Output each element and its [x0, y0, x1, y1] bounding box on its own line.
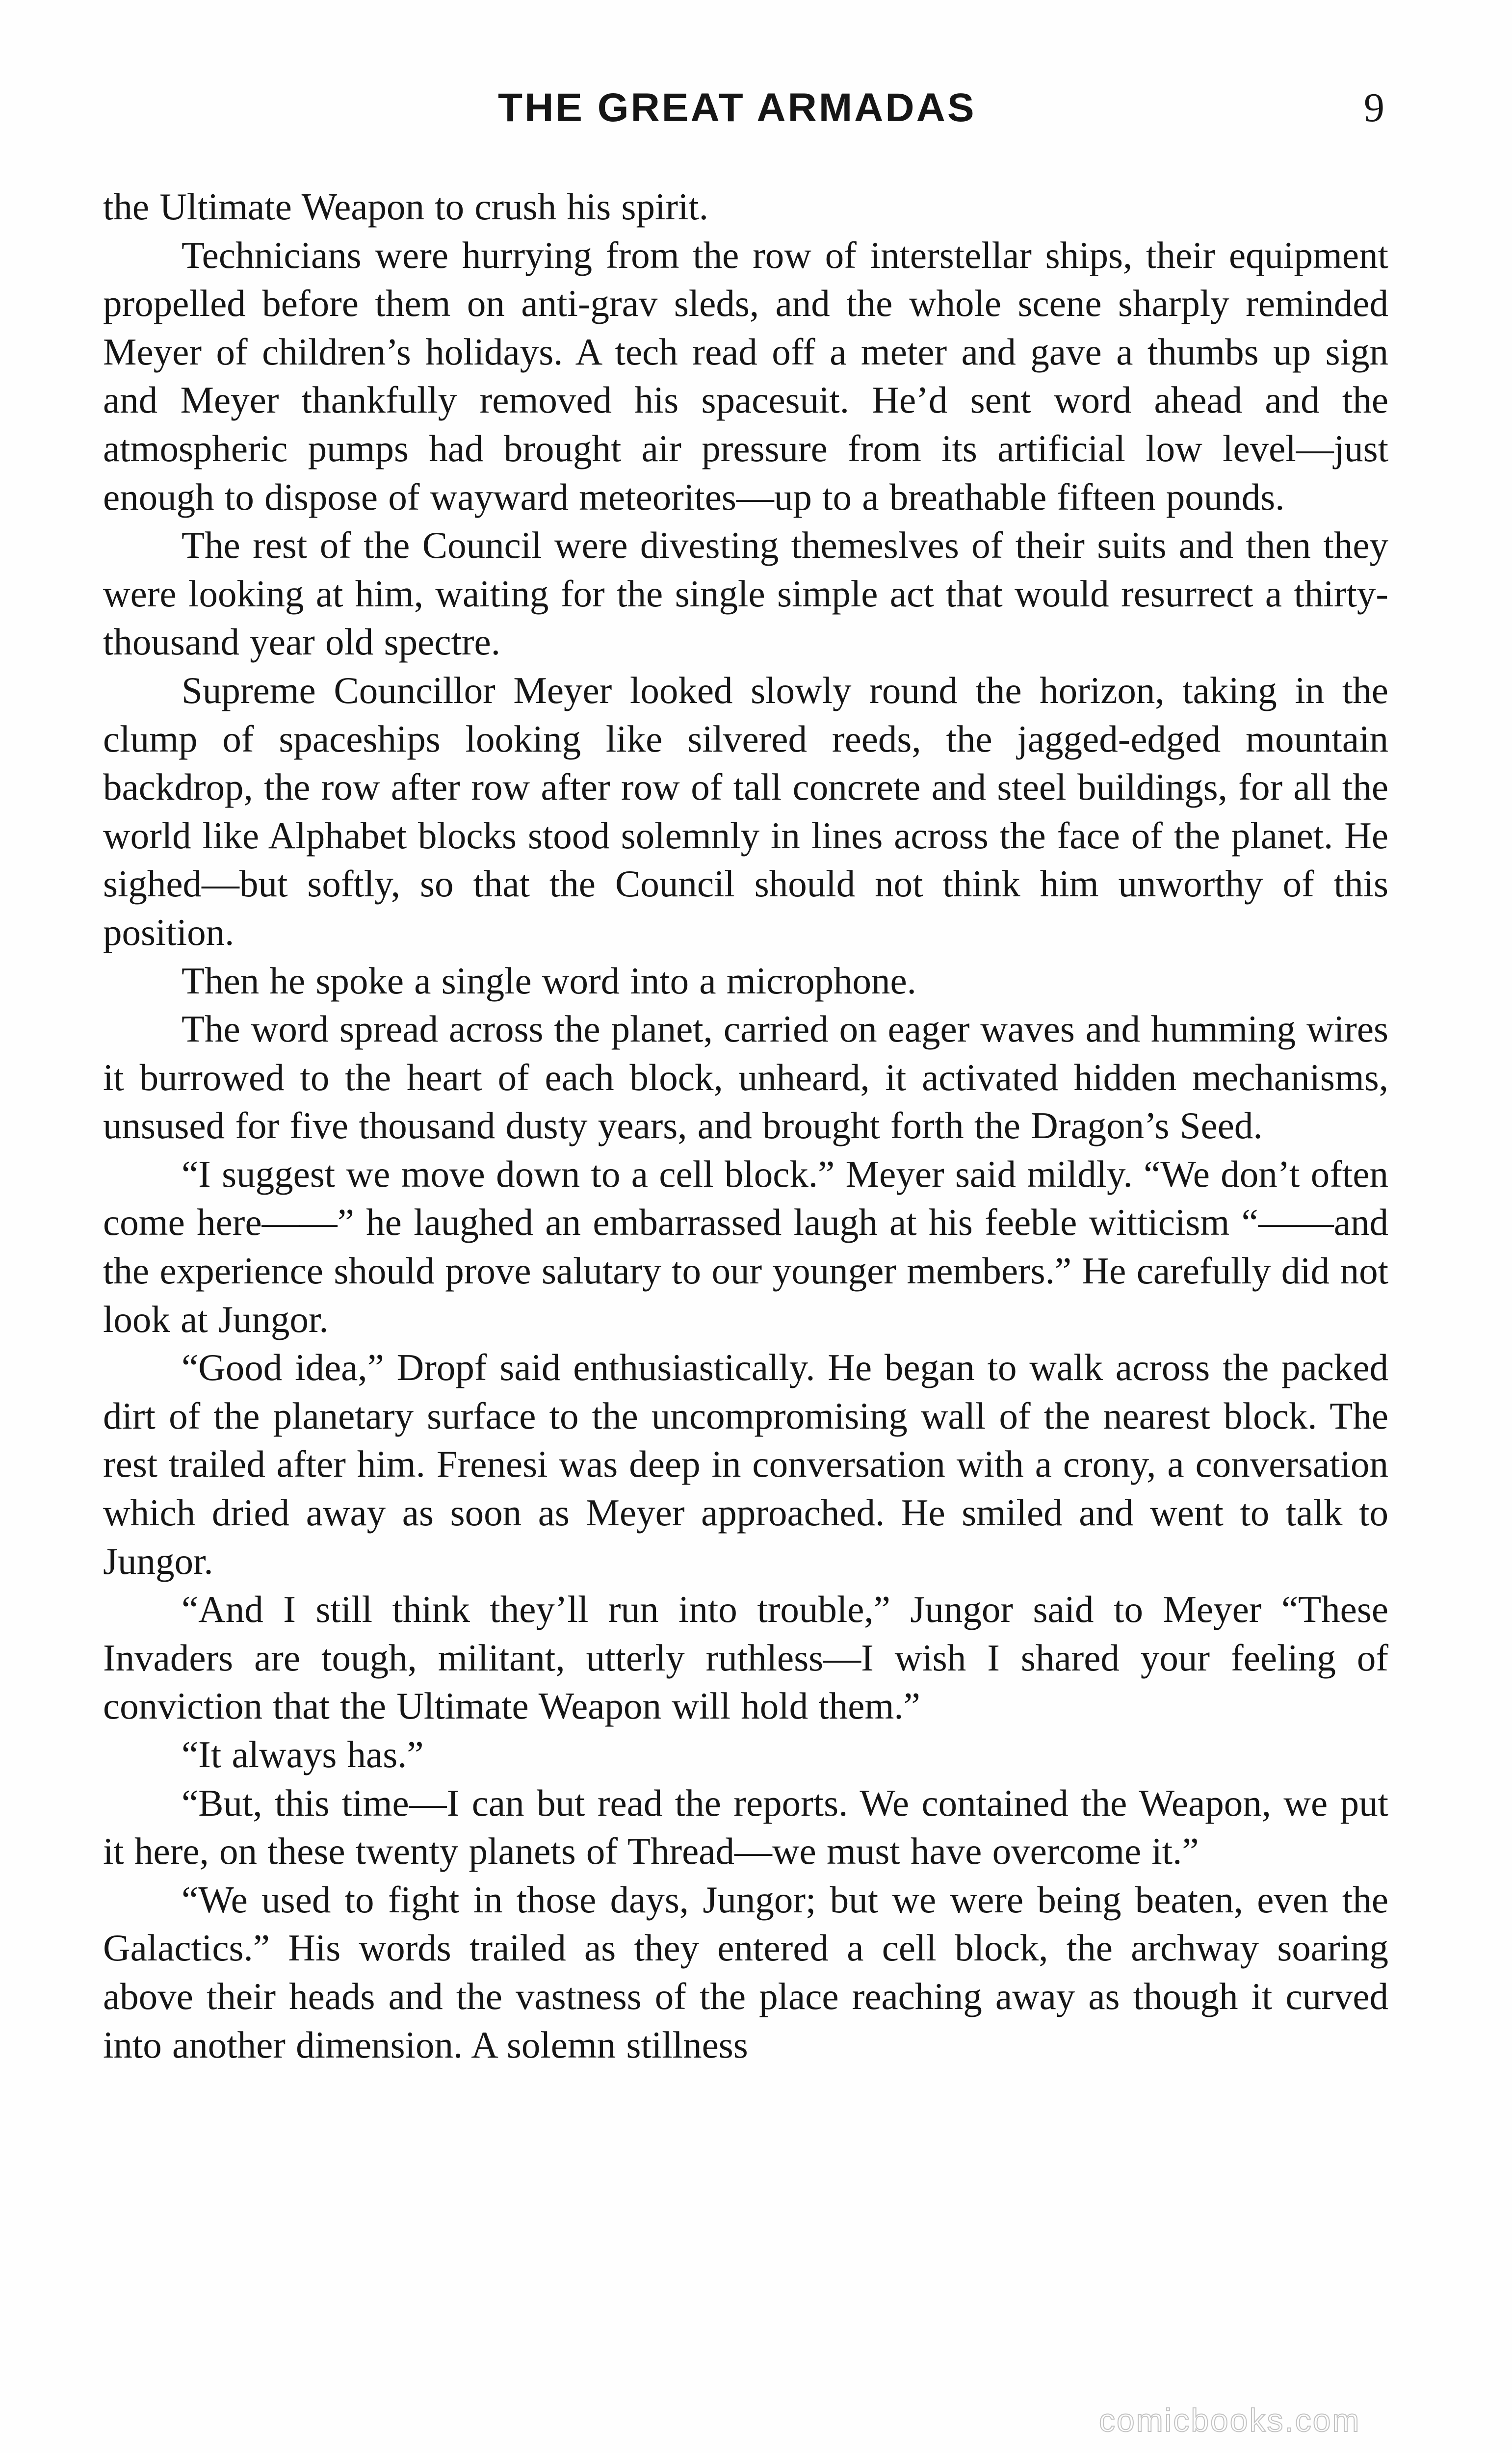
body-text — [103, 183, 1388, 2069]
paragraph-1: the Ultimate Weapon to crush his spirit. — [103, 185, 709, 228]
paragraph-8: “Good idea,” Dropf said enthusiastically. He began to walk across the packed dirt of the planetary surface to the uncompromising wall of the nearest block. The rest trailed after him. Frenesi was deep in conversation with a crony, a conversation which dried away as soon as Meyer approached. He smiled and went to talk to Jungor. — [103, 1346, 1388, 1582]
paragraph-6: The word spread across the planet, carried on eager waves and humming wires it burrowed to the heart of each block, unheard, it activated hidden mechanisms, unsused for five thousand dusty years, and brought forth the Dragon’s Seed. — [103, 1008, 1388, 1147]
paragraph-2: Technicians were hurrying from the row of interstellar ships, their equipment propelled before them on anti-grav sleds, and the whole scene sharply reminded Meyer of children’s holidays. A tech read off a meter and gave a thumbs up sign and Meyer thankfully removed his spacesuit. He’d sent word ahead and the atmospheric pumps had brought air pressure from its artificial low level—just enough to dispose of wayward meteorites—up to a breathable fifteen pounds. — [103, 234, 1388, 518]
paragraph-7: “I suggest we move down to a cell block.” Meyer said mildly. “We don’t often come here——” he laughed an embarrassed laugh at his feeble witticism “——and the experience should prove salutary to our younger members.” He carefully did not look at Jungor. — [103, 1152, 1388, 1340]
paragraph-4: Supreme Councillor Meyer looked slowly round the horizon, taking in the clump of spaceships looking like silvered reeds, the jagged-edged mountain backdrop, the row after row after row of tall concrete and steel buildings, for all the world like Alphabet blocks stood solemnly in lines across the face of the planet. He sighed—but softly, so that the Council should not think him unworthy of this position. — [103, 669, 1388, 953]
paragraph-5: Then he spoke a single word into a microphone. — [182, 959, 916, 1002]
paragraph-11: “But, this time—I can but read the reports. We contained the Weapon, we put it here, on these twenty planets of Thread—we must have overcome it.” — [103, 1781, 1388, 1873]
paragraph-10: “It always has.” — [182, 1733, 424, 1775]
paragraph-3: The rest of the Council were divesting themeslves of their suits and then they were looking at him, waiting for the single simple act that would resurrect a thirty-thousand year old spectre. — [103, 524, 1388, 663]
page-header-title: THE GREAT ARMADAS — [498, 85, 976, 130]
running-head — [0, 83, 1512, 142]
paragraph-9: “And I still think they’ll run into trouble,” Jungor said to Meyer “These Invaders are tough, militant, utterly ruthless—I wish I shared your feeling of conviction that the Ultimate Weapon will hold them.” — [103, 1588, 1388, 1727]
site-watermark: comicbooks.com — [1099, 2402, 1361, 2438]
paragraph-12: “We used to fight in those days, Jungor; but we were being beaten, even the Galactics.” His words trailed as they entered a cell block, the archway soaring above their heads and the vastness of the place reaching away as though it curved into another dimension. A solemn stillness — [103, 1878, 1388, 2066]
page-number: 9 — [1364, 85, 1384, 130]
